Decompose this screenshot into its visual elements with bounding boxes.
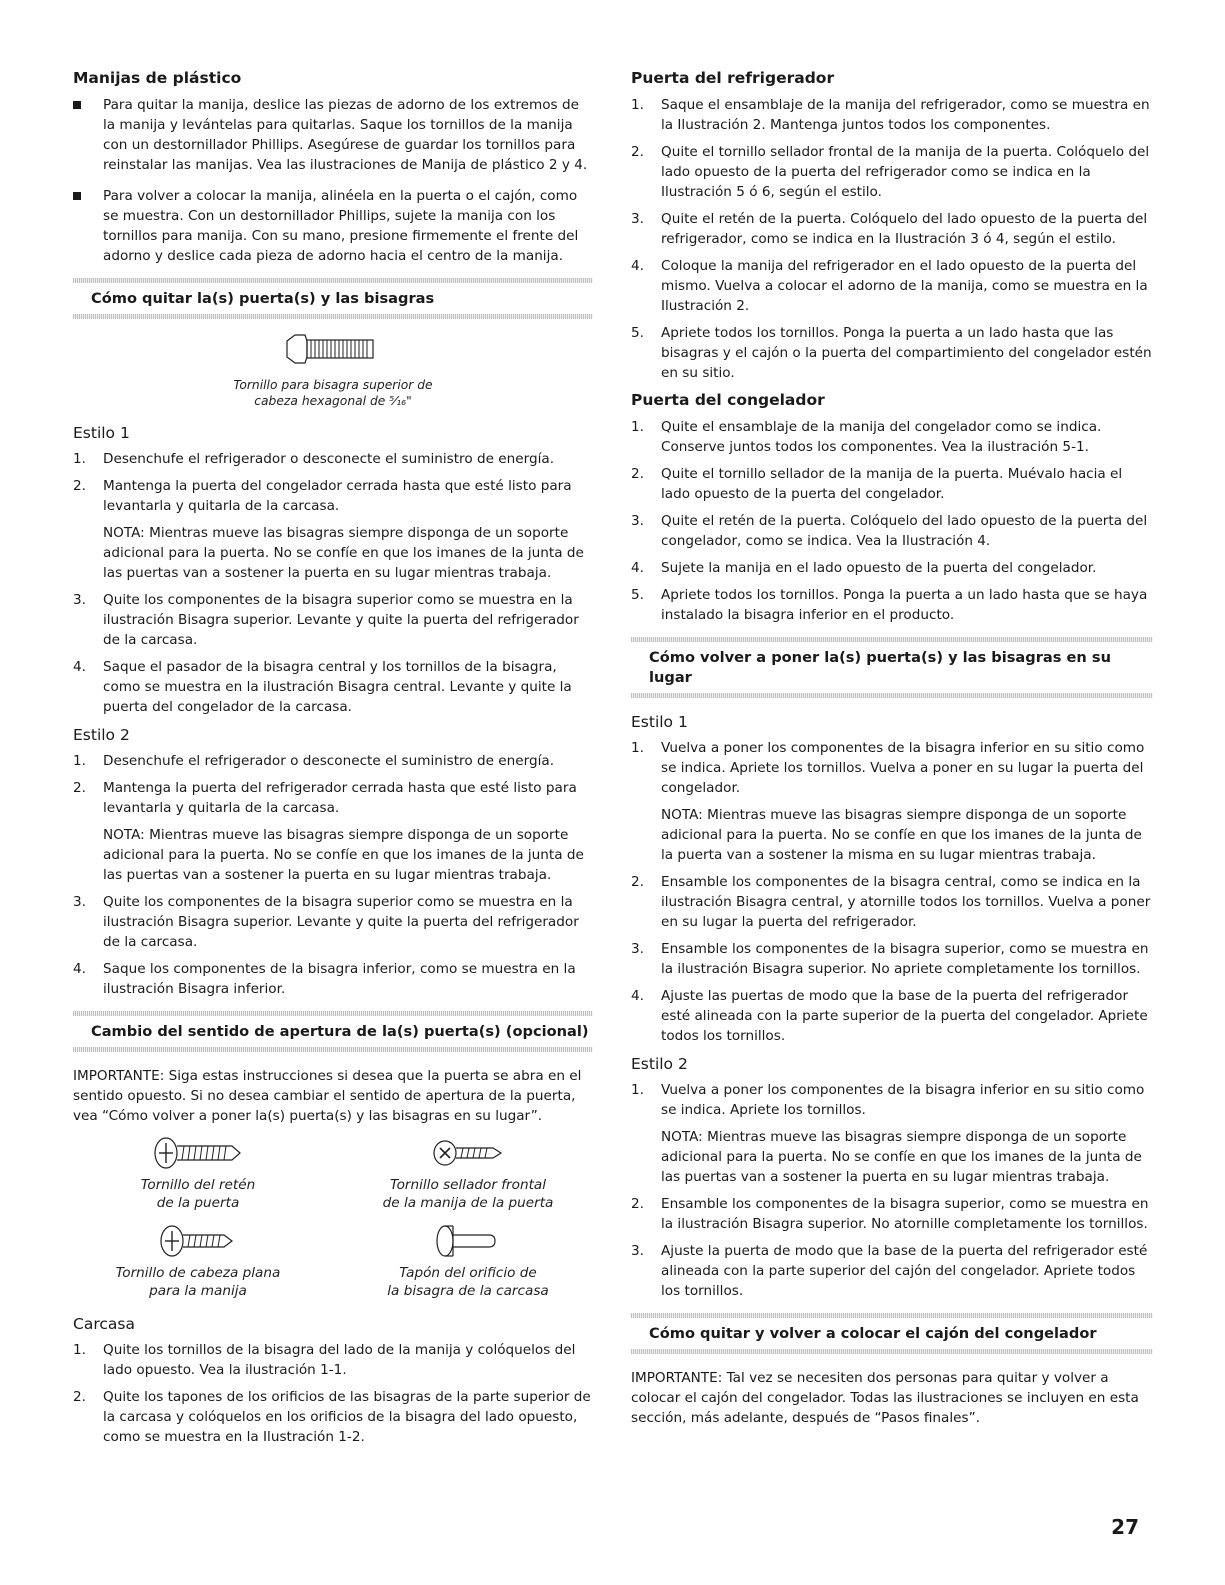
list-item: 1. Quite el ensamblaje de la manija del congelador como se indica. Conserve juntos todos los componentes. Vea la ilustración 5-1. <box>631 419 1102 455</box>
list-item: 2. Quite el tornillo sellador de la manija de la puerta. Muévalo hacia el lado opuesto de la puerta del congelador. <box>631 466 1123 502</box>
note: NOTA: Mientras mueve las bisagras siempre disponga de un soporte adicional para la puerta. No se confíe en que los imanes de la junta de las puertas van a sostener la puerta en su lugar mientras trabaja. <box>661 1129 1142 1185</box>
section-title: Cómo quitar y volver a colocar el cajón del congelador <box>649 1325 1097 1342</box>
phillips-screw-icon <box>152 1136 244 1170</box>
list-item: 3. Quite el retén de la puerta. Colóquelo del lado opuesto de la puerta del refrigerador, como se indica en la Ilustración 3 ó 4, según el estilo. <box>631 211 1148 247</box>
list-item: Para quitar la manija, deslice las piezas de adorno de los extremos de la manija y levántelas para quitarlas. Saque los tornillos de la manija con un destornillador Phillips. Asegúrese de guardar los tornillos para reinstalar las manijas. Vea las ilustraciones de Manija de plástico 2 y 4. <box>73 95 593 175</box>
list-item: 3. Quite los componentes de la bisagra superior como se muestra en la ilustración Bisagra superior. Levante y quite la puerta del refrigerador de la carcasa. <box>73 894 579 950</box>
replace-doors-section-header <box>631 637 1153 698</box>
list-item: 5. Apriete todos los tornillos. Ponga la puerta a un lado hasta que las bisagras y el cajón o la puerta del compartimiento del congelador estén en su sitio. <box>631 325 1152 381</box>
list-item: 2. Ensamble los componentes de la bisagra superior, como se muestra en la ilustración Bisagra superior. No atornille completamente los tornillos. <box>631 1196 1149 1232</box>
section-title: Cómo volver a poner la(s) puerta(s) y las bisagras en su lugar <box>649 649 1111 686</box>
list-item: 2. Quite el tornillo sellador frontal de la manija de la puerta. Colóquelo del lado opuesto de la puerta del refrigerador como se indica en la Ilustración 5 ó 6, según el estilo. <box>631 144 1150 200</box>
list-item: 2. Mantenga la puerta del congelador cerrada hasta que esté listo para levantarla y quitarla de la carcasa. NOTA: Mientras mueve las bisagras siempre disponga de un soporte adicional para la puerta. No se confíe en que los imanes de la junta de las puertas van a sostener la puerta en su lugar mientras trabaja. <box>73 476 593 583</box>
list-item: 2. Ensamble los componentes de la bisagra central, como se indica en la ilustración Bisagra central, y atornille todos los tornillos. Vuelva a poner en su lugar la puerta del refrigerador. <box>631 874 1151 930</box>
section-title: Cómo quitar la(s) puerta(s) y las bisagras <box>91 290 435 307</box>
list-item: 5. Apriete todos los tornillos. Ponga la puerta a un lado hasta que se haya instalado la bisagra inferior en el producto. <box>631 587 1148 623</box>
freezer-door-heading: Puerta del congelador <box>631 391 825 409</box>
divider <box>631 1349 1153 1354</box>
hinge-screw-figure <box>73 333 593 409</box>
figure-caption: Tornillo para bisagra superior de <box>233 378 433 392</box>
style2-heading: Estilo 2 <box>631 1055 688 1073</box>
list-item: 4. Ajuste las puertas de modo que la base de la puerta del refrigerador esté alineada con la parte superior de la puerta del congelador. Apriete todos los tornillos. <box>631 988 1148 1044</box>
reverse-doors-section-header <box>73 1011 593 1052</box>
screw-figures <box>73 1136 593 1300</box>
cabinet-steps <box>73 1340 593 1447</box>
right-column <box>631 68 1153 1438</box>
list-item: 4. Saque los componentes de la bisagra inferior, como se muestra en la ilustración Bisagra inferior. <box>73 961 576 997</box>
figure-caption: Tornillo del retén <box>140 1177 256 1193</box>
remove-doors-section-header <box>73 278 593 319</box>
list-item: 3. Quite el retén de la puerta. Colóquelo del lado opuesto de la puerta del congelador, como se indica. Vea la Ilustración 4. <box>631 513 1148 549</box>
style1-steps <box>73 449 593 717</box>
list-item: Para volver a colocar la manija, alinéela en la puerta o el cajón, como se muestra. Con un destornillador Phillips, sujete la manija con los tornillos para manija. Con su mano, presione firmemente el frente del adorno y deslice cada pieza de adorno hacia el centro de la manija. <box>73 186 593 266</box>
list-item: 3. Ensamble los componentes de la bisagra superior, como se muestra en la ilustración Bisagra superior. No apriete completamente los tornillos. <box>631 941 1149 977</box>
list-item: 3. Quite los componentes de la bisagra superior como se muestra en la ilustración Bisagra superior. Levante y quite la puerta del refrigerador de la carcasa. <box>73 592 579 648</box>
freezer-door-steps <box>631 417 1153 625</box>
front-seal-screw-figure <box>343 1136 593 1212</box>
figure-caption: cabeza hexagonal de ⁵⁄₁₆" <box>254 394 412 408</box>
list-item: 2. Mantenga la puerta del refrigerador cerrada hasta que esté listo para levantarla y quitarla de la carcasa. NOTA: Mientras mueve las bisagras siempre disponga de un soporte adicional para la puerta. No se confíe en que los imanes de la junta de las puertas van a sostener la puerta en su lugar mientras trabaja. <box>73 778 593 885</box>
list-item: 4. Saque el pasador de la bisagra central y los tornillos de la bisagra, como se muestra en la ilustración Bisagra central. Levante y quite la puerta del congelador de la carcasa. <box>73 659 572 715</box>
divider <box>631 693 1153 698</box>
note: NOTA: Mientras mueve las bisagras siempre disponga de un soporte adicional para la puerta. No se confíe en que los imanes de la junta de la puerta van a sostener la misma en su lugar mientras trabaja. <box>661 807 1142 863</box>
plastic-handles-heading: Manijas de plástico <box>73 69 242 87</box>
list-item: 1. Desenchufe el refrigerador o desconecte el suministro de energía. <box>73 753 555 769</box>
fridge-door-steps <box>631 95 1153 383</box>
style2-heading: Estilo 2 <box>73 726 130 744</box>
left-column <box>73 68 593 1454</box>
door-retainer-screw-figure <box>73 1136 323 1212</box>
hex-screw-icon <box>285 333 381 365</box>
fridge-door-heading: Puerta del refrigerador <box>631 69 835 87</box>
list-item: 1. Saque el ensamblaje de la manija del refrigerador, como se muestra en la Ilustración 2. Mantenga juntos todos los componentes. <box>631 97 1150 133</box>
list-item: 1. Quite los tornillos de la bisagra del lado de la manija y colóquelos del lado opuesto. Vea la ilustración 1-1. <box>73 1342 576 1378</box>
list-item: 3. Ajuste la puerta de modo que la base de la puerta del refrigerador esté alineada con la parte superior del cajón del congelador. Apriete todos los tornillos. <box>631 1243 1148 1299</box>
figure-caption: la bisagra de la carcasa <box>387 1283 549 1299</box>
flat-head-screw-icon <box>158 1224 238 1258</box>
replace-style2-steps <box>631 1080 1153 1301</box>
figure-caption: de la puerta <box>156 1195 240 1211</box>
plastic-handles-list <box>73 95 593 266</box>
divider <box>73 1047 593 1052</box>
note: NOTA: Mientras mueve las bisagras siempre disponga de un soporte adicional para la puerta. No se confíe en que los imanes de la junta de las puertas van a sostener la puerta en su lugar mientras trabaja. <box>103 525 584 581</box>
list-item: 1. Vuelva a poner los componentes de la bisagra inferior en su sitio como se indica. Apriete los tornillos. NOTA: Mientras mueve las bisagras siempre disponga de un soporte adicional para la puerta. No se confíe en que los imanes de la junta de las puertas van a sostener la puerta en su lugar mientras trabaja. <box>631 1080 1153 1187</box>
list-item: 4. Sujete la manija en el lado opuesto de la puerta del congelador. <box>631 560 1097 576</box>
figure-caption: de la manija de la puerta <box>382 1195 554 1211</box>
important-paragraph: IMPORTANTE: Tal vez se necesiten dos personas para quitar y volver a colocar el cajón del congelador. Todas las ilustraciones se incluyen en esta sección, más adelante, después de “Pasos finales”. <box>631 1370 1139 1426</box>
style1-heading: Estilo 1 <box>73 424 130 442</box>
hole-plug-icon <box>433 1224 503 1258</box>
list-item: 1. Vuelva a poner los componentes de la bisagra inferior en su sitio como se indica. Apriete los tornillos. Vuelva a poner en su lugar la puerta del congelador. NOTA: Mientras mueve las bisagras siempre disponga de un soporte adicional para la puerta. No se confíe en que los imanes de la junta de la puerta van a sostener la misma en su lugar mientras trabaja. <box>631 738 1153 865</box>
flat-head-screw-figure <box>73 1224 323 1300</box>
page-number: 27 <box>1111 1515 1139 1539</box>
figure-caption: para la manija <box>149 1283 247 1299</box>
list-item: 4. Coloque la manija del refrigerador en el lado opuesto de la puerta del mismo. Vuelva a colocar el adorno de la manija, como se muestra en la Ilustración 2. <box>631 258 1148 314</box>
section-title: Cambio del sentido de apertura de la(s) puerta(s) (opcional) <box>91 1023 589 1040</box>
list-item: 2. Quite los tapones de los orificios de las bisagras de la parte superior de la carcasa y colóquelos en los orificios de la bisagra del lado opuesto, como se muestra en la Ilustración 1-2. <box>73 1389 591 1445</box>
figure-caption: Tornillo sellador frontal <box>389 1177 547 1193</box>
freezer-drawer-section-header <box>631 1313 1153 1354</box>
figure-caption: Tornillo de cabeza plana <box>115 1265 281 1281</box>
note: NOTA: Mientras mueve las bisagras siempre disponga de un soporte adicional para la puerta. No se confíe en que los imanes de la junta de las puertas van a sostener la puerta en su lugar mientras trabaja. <box>103 827 584 883</box>
list-item: 1. Desenchufe el refrigerador o desconecte el suministro de energía. <box>73 451 555 467</box>
divider <box>73 314 593 319</box>
replace-style1-steps <box>631 738 1153 1046</box>
cabinet-heading: Carcasa <box>73 1315 135 1333</box>
figure-caption: Tapón del orificio de <box>399 1265 537 1281</box>
seal-screw-icon <box>431 1136 505 1170</box>
important-paragraph: IMPORTANTE: Siga estas instrucciones si desea que la puerta se abra en el sentido opuesto. Si no desea cambiar el sentido de apertura de la puerta, vea “Cómo volver a poner la(s) puerta(s) y las bisagras en su lugar”. <box>73 1068 582 1124</box>
style1-heading: Estilo 1 <box>631 713 688 731</box>
hinge-hole-plug-figure <box>343 1224 593 1300</box>
style2-steps <box>73 751 593 999</box>
